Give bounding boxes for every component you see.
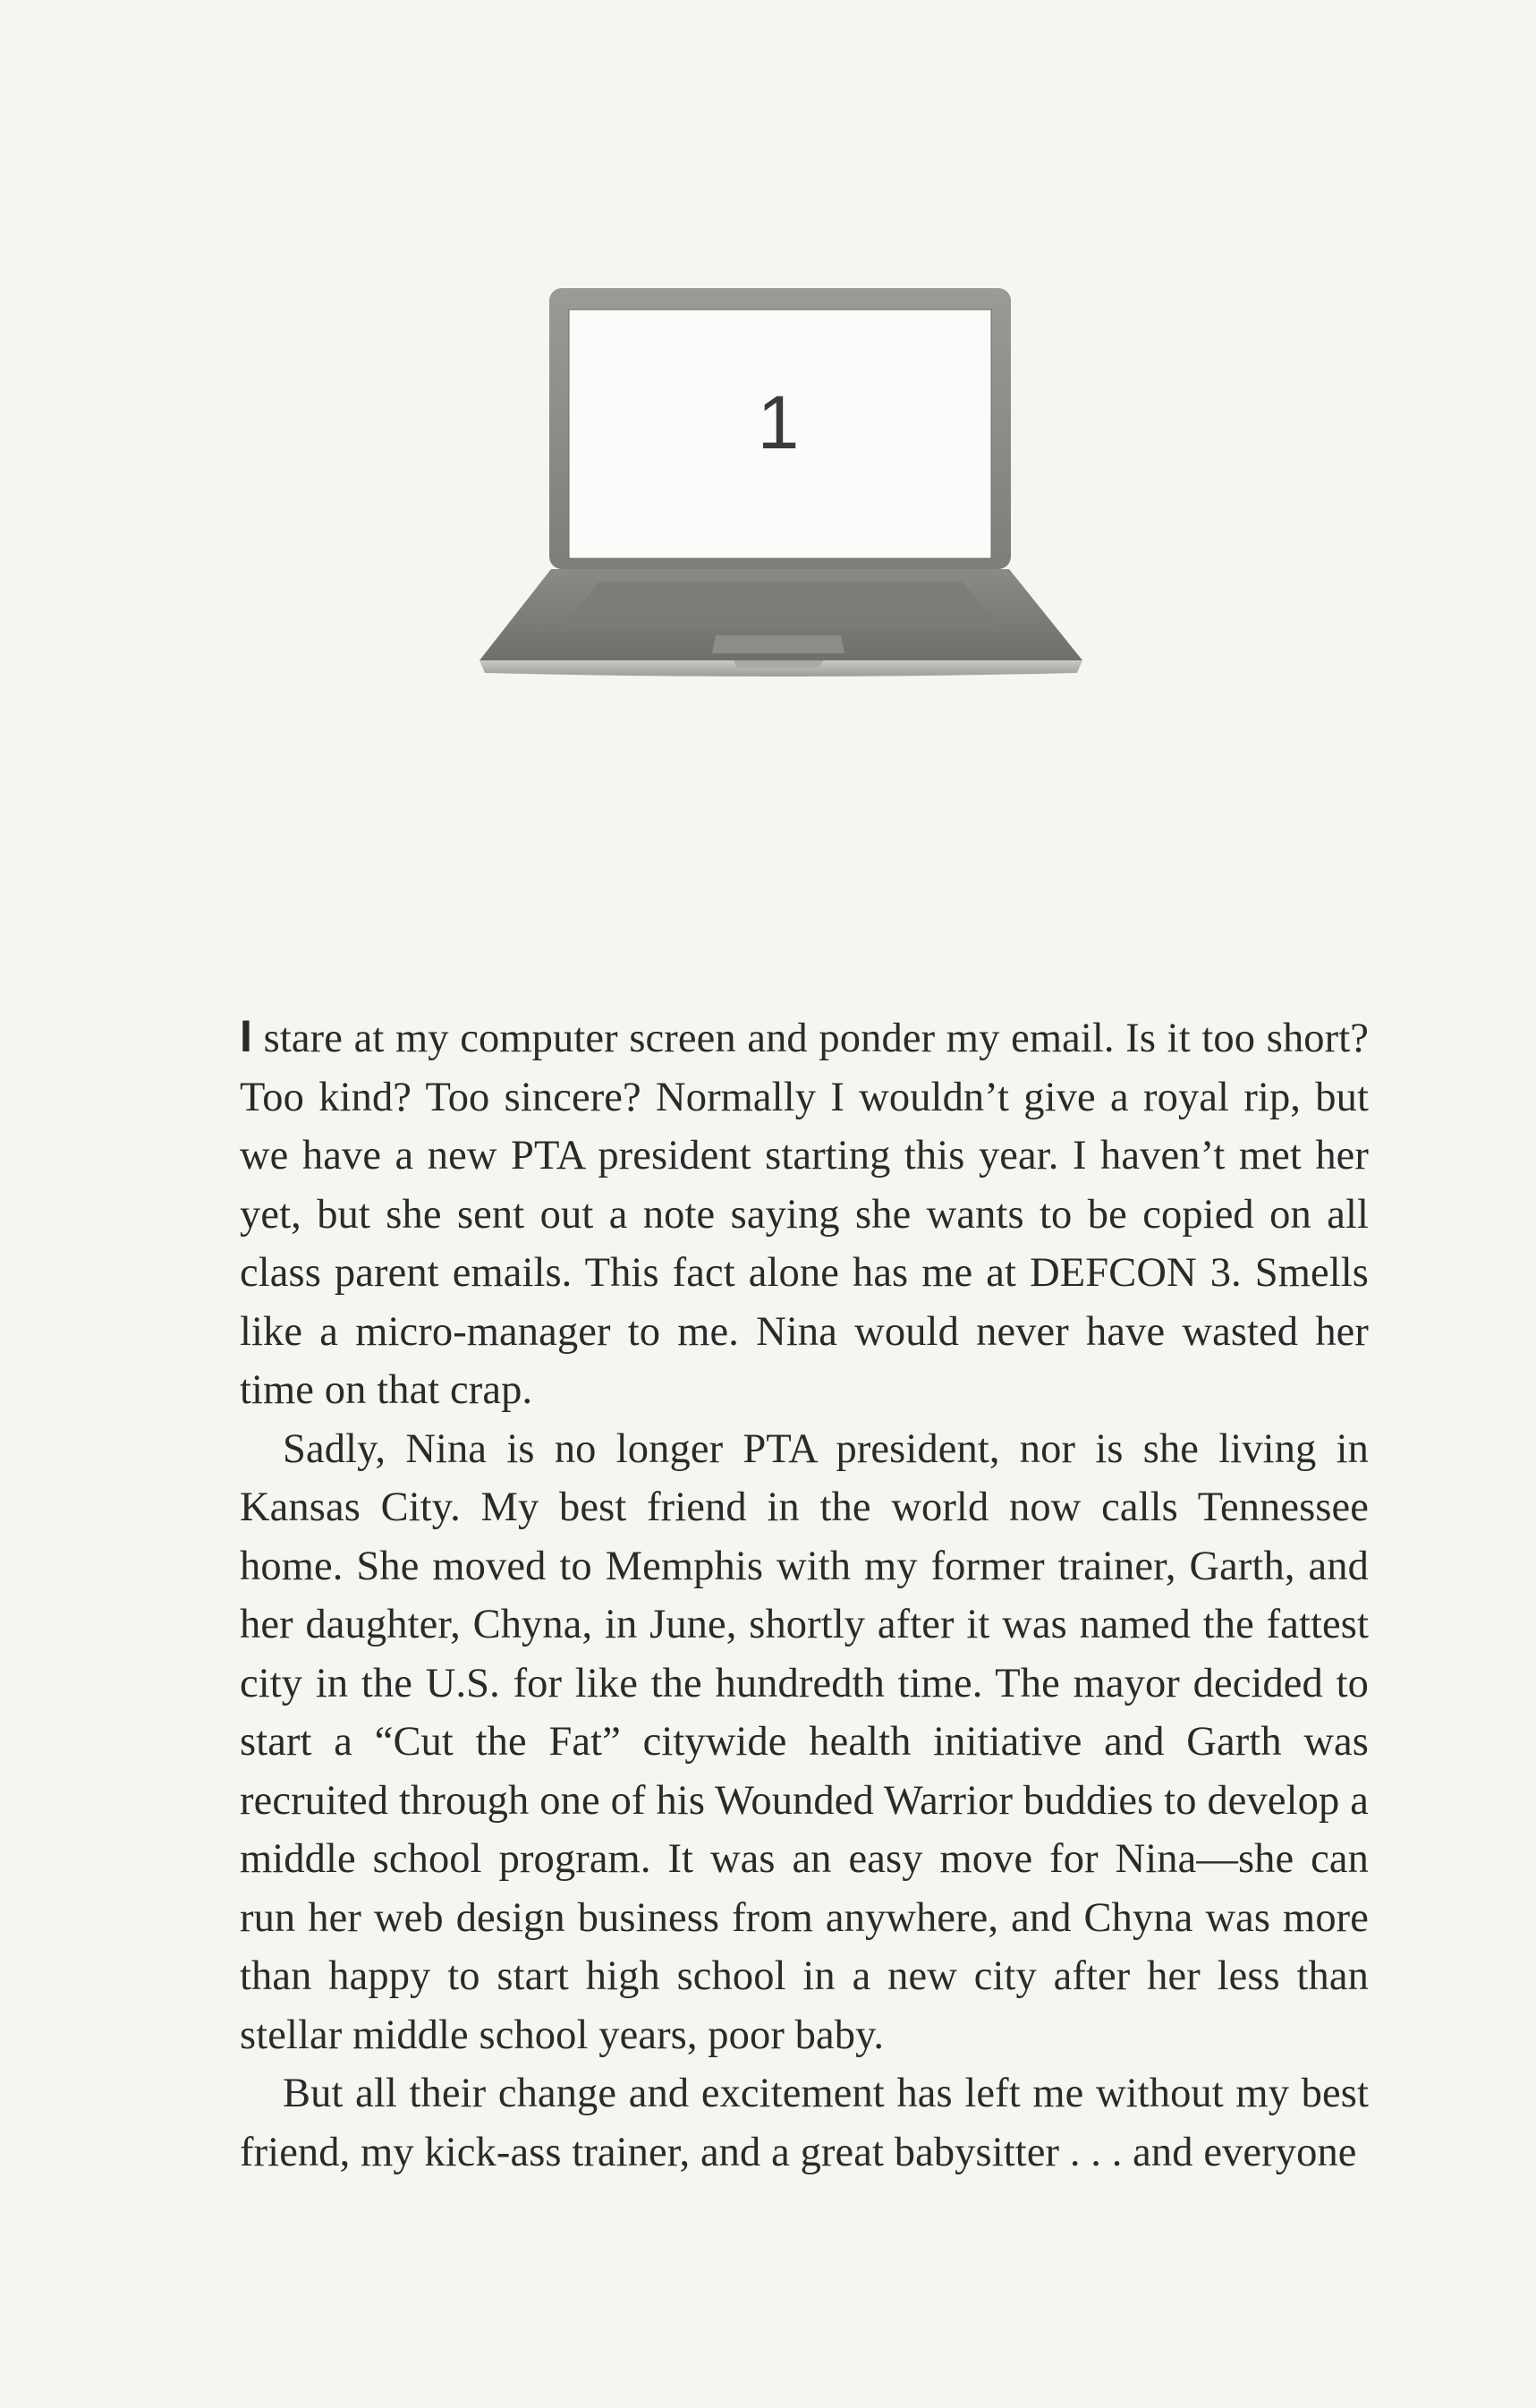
chapter-body-text	[240, 1008, 1369, 2182]
opening-initial: I	[240, 1011, 252, 1061]
laptop-icon	[465, 285, 1091, 687]
chapter-number: 1	[757, 380, 800, 464]
laptop-illustration	[465, 285, 1091, 687]
paragraph: Sadly, Nina is no longer PTA president, nor is she living in Kansas City. My best friend in the world now calls Tennessee home. She moved to Memphis with my former trainer, Garth, and her daughter, Chyna, in June, shortly after it was named the fattest city in the U.S. for like the hundredth time. The mayor decided to start a “Cut the Fat” citywide health initiative and Garth was recruited through one of his Wounded Warrior buddies to develop a middle school program. It was an easy move for Nina—she can run her web design business from anywhere, and Chyna was more than happy to start high school in a new city after her less than stellar middle school years, poor baby.	[240, 1425, 1369, 2058]
paragraph-text: stare at my computer screen and ponder my email. Is it too short? Too kind? Too sincere? Normally I wouldn’t give a royal rip, but we have a new PTA president starting this year. I haven’t met her yet, but she sent out a note saying she wants to be copied on all class parent emails. This fact alone has me at DEFCON 3. Smells like a micro-manager to me. Nina would never have wasted her time on that crap.	[240, 1016, 1369, 1413]
paragraph	[240, 1008, 1369, 1420]
paragraph: But all their change and excitement has left me without my best friend, my kick-ass trainer, and a great babysitter . . . and everyone	[240, 2071, 1369, 2175]
